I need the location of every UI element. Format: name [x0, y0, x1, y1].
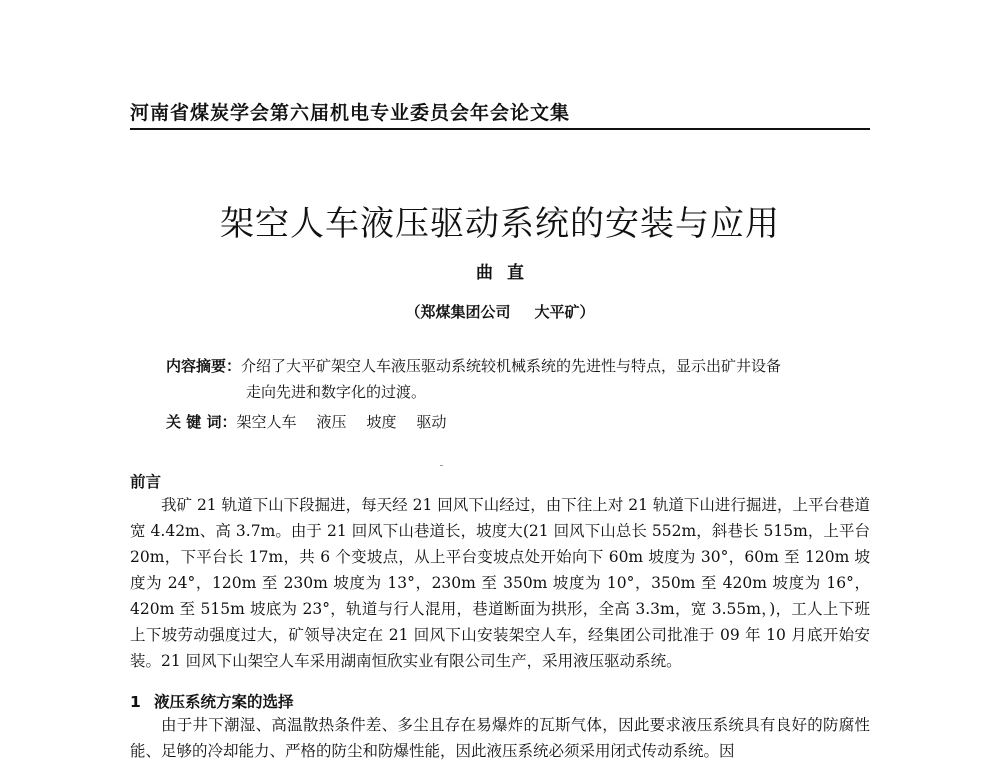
abstract [166, 353, 872, 405]
preface-body [130, 492, 870, 692]
keyword: 驱动 [416, 413, 447, 431]
author: 曲直 [476, 263, 538, 283]
affiliation-org: （郑煤集团公司 [405, 303, 511, 321]
keywords [166, 409, 872, 435]
section-heading-preface: 前言 [130, 473, 162, 491]
abstract-line-2: 走向先进和数字化的过渡。 [246, 383, 427, 401]
abstract-line-1: 介绍了大平矿架空人车液压驱动系统较机械系统的先进性与特点，显示出矿井设备 [241, 357, 782, 375]
affiliation [0, 301, 1000, 322]
abstract-label: 内容摘要： [166, 357, 242, 375]
keyword: 架空人车 [236, 413, 297, 431]
keyword: 液压 [316, 413, 347, 431]
header-rule [130, 128, 870, 130]
paper-title: 架空人车液压驱动系统的安装与应用 [220, 204, 780, 244]
section-1-paragraph: 由于井下潮湿、高温散热条件差、多尘且存在易爆炸的瓦斯气体，因此要求液压系统具有良好的防腐性能、足够的冷却能力、严格的防尘和防爆性能，因此液压系统必须采用闭式传动系统。因 [130, 716, 870, 760]
preface-paragraph: 我矿 21 轨道下山下段掘进，每天经 21 回风下山经过，由下往上对 21 轨道下山进行掘进，上平台巷道宽 4.42m、高 3.7m。由于 21 回风下山巷道长，坡度大(21 回风下山总长 552m，斜巷长 515m，上平台 20m，下平台长 17m，共 6 个变坡点，从上平台变坡点处开始向下 60m 坡度为 30°，60m 至 120m 坡度为 24°，120m 至 230m 坡度为 13°，230m 至 350m 坡度为 10°，350m 至 420m 坡度为 16°，420m 至 515m 坡底为 23°，轨道与行人混用，巷道断面为拱形，全高 3.3m，宽 3.55m，)，工人上下班上下坡劳动强度过大，矿领导决定在 21 回风下山安装架空人车，经集团公司批准于 09 年 10 月底开始安装。21 回风下山架空人车采用湖南恒欣实业有限公司生产，采用液压驱动系统。 [130, 496, 870, 670]
section-heading-1 [130, 690, 294, 712]
stray-mark [440, 465, 443, 466]
keyword: 坡度 [366, 413, 397, 431]
keywords-label: 关 键 词： [166, 413, 237, 431]
section-number: 1 [130, 693, 141, 711]
section-title: 液压系统方案的选择 [154, 693, 294, 711]
running-header: 河南省煤炭学会第六届机电专业委员会年会论文集 [130, 102, 571, 124]
affiliation-unit: 大平矿） [534, 303, 595, 321]
